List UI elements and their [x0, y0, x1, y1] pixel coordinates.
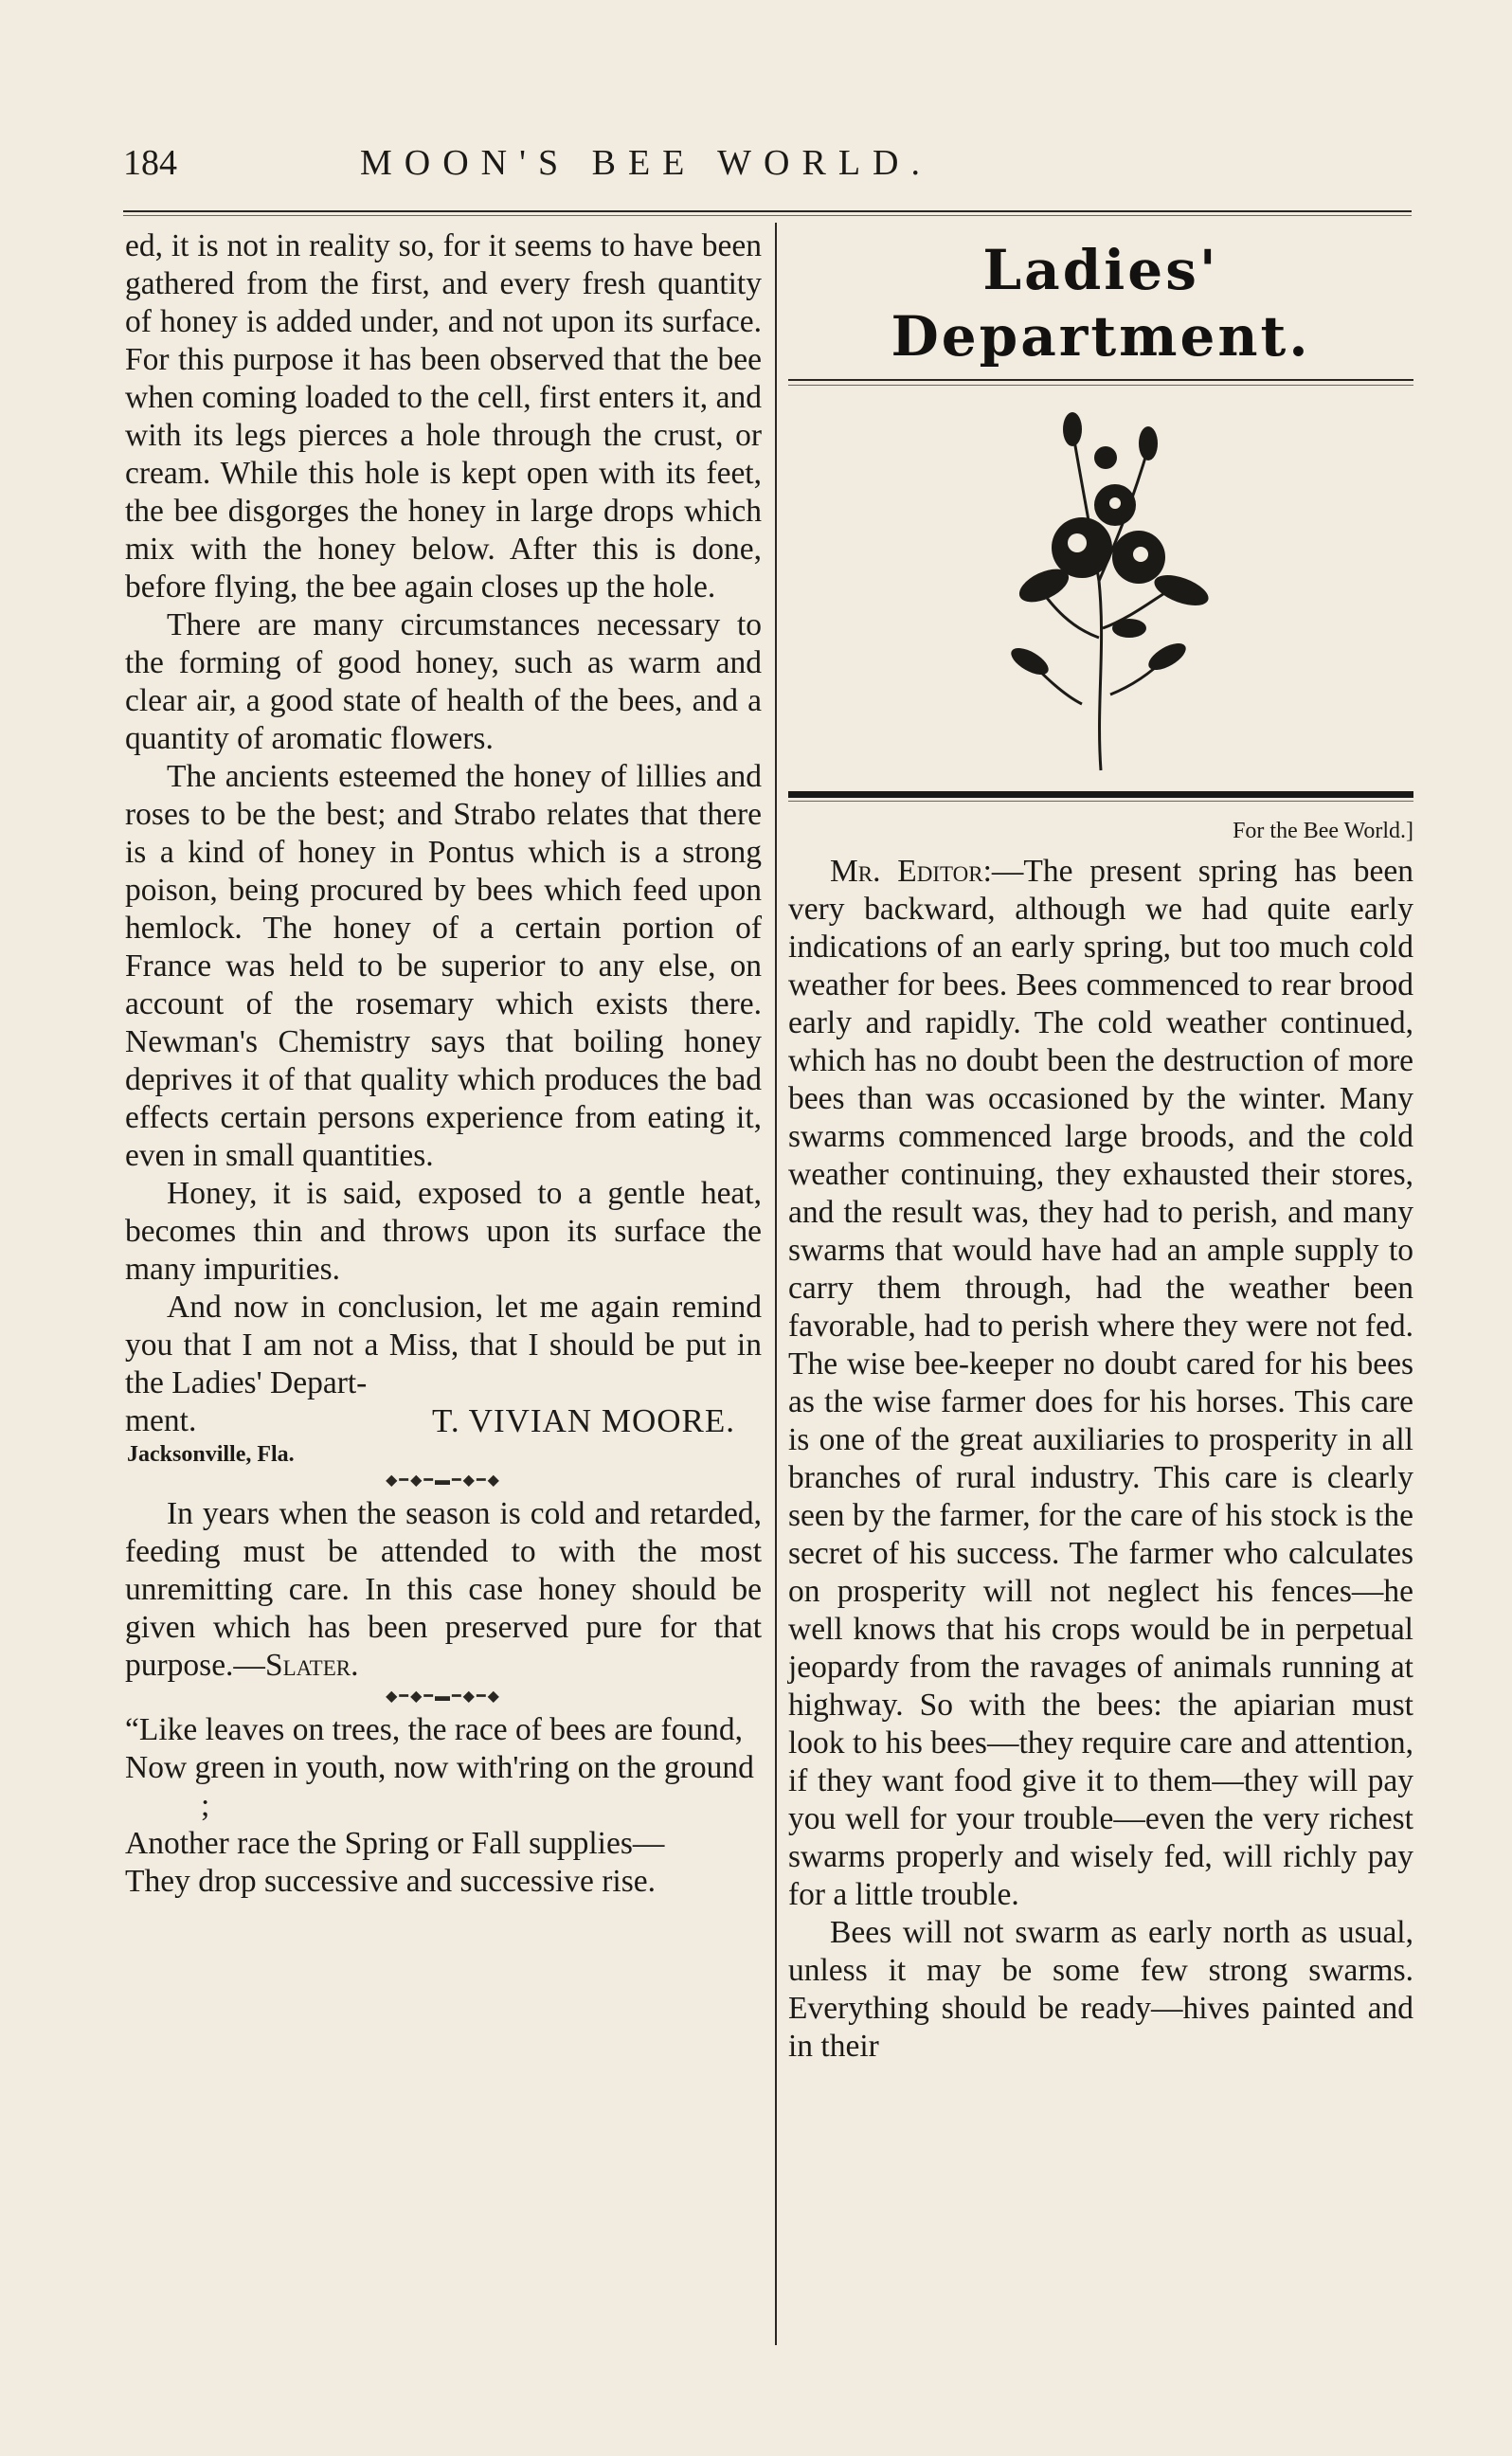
ornamental-rule: ◆━◆━▬━◆━◆ [386, 1472, 501, 1489]
left-column [125, 227, 762, 1901]
journal-title: MOON'S BEE WORLD. [360, 143, 932, 183]
paragraph: There are many circumstances necessary to the forming of good honey, such as warm and clear air, a good state of health of the bees, and a quantity of aromatic flowers. [125, 607, 762, 756]
paragraph-text: In years when the season is cold and retarded, feeding must be attended to with the most unremitting care. In this case honey should be given which has been preserved pure for that purpose.— [125, 1496, 762, 1683]
right-column [788, 227, 1413, 2066]
poem-line: Another race the Spring or Fall supplies— [125, 1826, 665, 1861]
header-rule [123, 210, 1412, 212]
author-signature: T. VIVIAN MOORE. [432, 1402, 735, 1439]
poem-line: They drop successive and successive rise. [125, 1864, 657, 1899]
section-rule-thin [788, 801, 1413, 802]
section-rule [788, 791, 1413, 798]
poem [125, 1711, 762, 1901]
article-credit: For the Bee World.] [1233, 819, 1413, 843]
paragraph: Honey, it is said, exposed to a gentle heat, becomes thin and throws upon its surface the many impurities. [125, 1176, 762, 1287]
page-number: 184 [123, 143, 177, 183]
paragraph: And now in conclusion, let me again remind you that I am not a Miss, that I should be put in the Ladies' Depart- [125, 1290, 762, 1400]
header-rule-thin [123, 215, 1412, 216]
paragraph: ed, it is not in reality so, for it seems to have been gathered from the first, and every fresh quantity of honey is added under, and not upon its surface. For this purpose it has been observed that the bee when coming loaded to the cell, first enters it, and with its legs pierces a hole through the crust, or cream. While this hole is kept open with its feet, the bee disgorges the honey in large drops which mix with the honey below. After this is done, before flying, the bee again closes up the hole. [125, 228, 762, 605]
column-divider [775, 223, 777, 2345]
salutation: Mr. Editor: [830, 854, 992, 889]
department-title: Ladies' Department. [891, 238, 1311, 369]
ornamental-rule: ◆━◆━▬━◆━◆ [386, 1688, 501, 1705]
signature-line [125, 1402, 762, 1440]
author-location: Jacksonville, Fla. [127, 1442, 295, 1467]
paragraph: Bees will not swarm as early north as usual, unless it may be some few strong swarms. Everything should be ready—hives painted and in their [788, 1915, 1413, 2064]
poem-line: Now green in youth, now with'ring on the ground ; [125, 1750, 754, 1823]
paragraph-text: —The present spring has been very backward, although we had quite early indications of an early spring, but too much cold weather for bees. Bees commenced to rear brood early and rapidly. The cold weather continued, which has no doubt been the destruction of more bees than was occasioned by the winter. Many swarms commenced large broods, and the cold weather continuing, they exhausted their stores, and the result was, they had to perish, and many swarms that would have had an ample supply to carry them through, had the weather been favorable, had to perish where they were not fed. The wise bee-keeper no doubt cared for his bees as the wise farmer does for his horses. This care is one of the great auxiliaries to prosperity in all branches of rural industry. This care is clearly seen by the farmer, for the care of his stock is the secret of his success. The farmer who calculates on prosperity will not neglect his fences—he well knows that his crops would be in perpetual jeopardy from the ravages of animals running at highway. So with the bees: the apiarian must look to his bees—they require care and attention, if they want food give it to them—they will pay you well for your trouble—even the very richest swarms properly and wisely fed, will richly pay for a little trouble. [788, 854, 1413, 1912]
running-header [123, 142, 1412, 199]
rose-bouquet-icon [788, 386, 1413, 784]
poem-line: “Like leaves on trees, the race of bees are found, [125, 1712, 743, 1747]
quote-author: Slater. [264, 1648, 359, 1683]
paragraph: The ancients esteemed the honey of lillies and roses to be the best; and Strabo relates that there is a kind of honey in Pontus which is a strong poison, being procured by bees which feed upon hemlock. The honey of a certain portion of France was held to be superior to any else, on account of the rosemary which exists there. Newman's Chemistry says that boiling honey deprives it of that quality which produces the bad effects certain persons experience from eating it, even in small quantities. [125, 759, 762, 1173]
title-rules [788, 379, 1413, 386]
paragraph [125, 1495, 762, 1685]
paragraph [788, 853, 1413, 1914]
paragraph-tail: ment. [125, 1403, 197, 1438]
